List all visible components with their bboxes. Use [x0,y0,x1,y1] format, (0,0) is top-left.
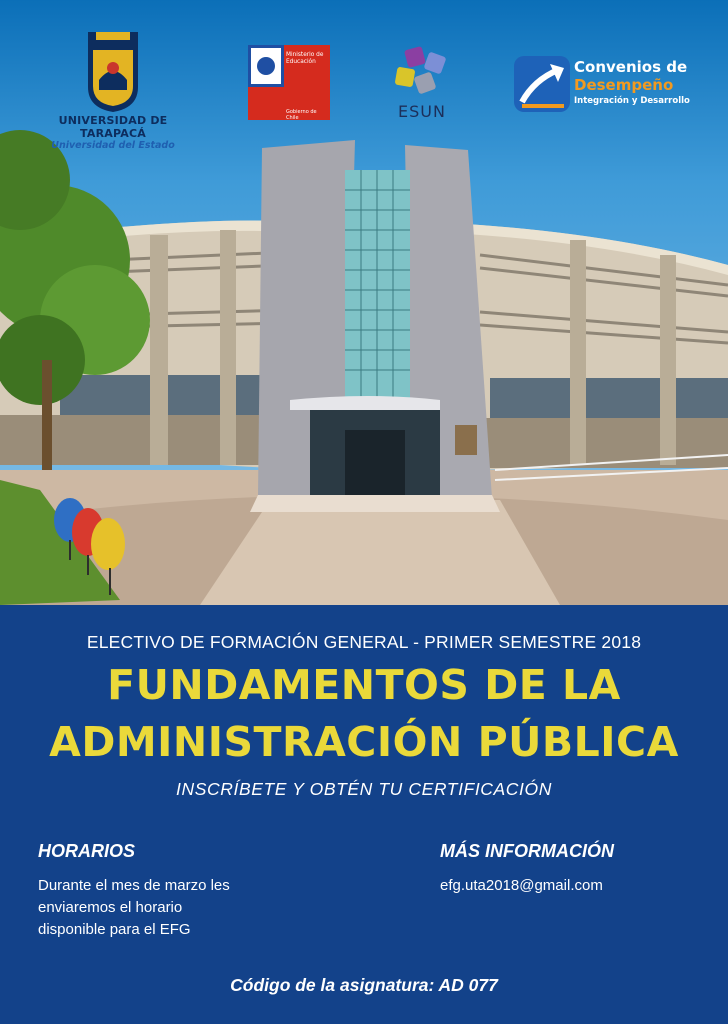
horarios-line: disponible para el EFG [38,921,191,938]
uta-crest-icon [84,32,142,112]
more-info-heading: MÁS INFORMACIÓN [440,841,614,861]
uta-name: UNIVERSIDAD DE TARAPACÁ [58,114,168,140]
esun-name: ESUN [398,102,446,121]
convenios-title-1: Convenios de [574,58,688,76]
mineduc-line1: Ministerio de [286,52,324,58]
mineduc-logo [248,45,330,120]
contact-email[interactable]: efg.uta2018@gmail.com [440,877,603,894]
mineduc-title [286,52,323,66]
growth-arrow-icon [514,56,570,112]
horarios-text [38,875,298,941]
horarios-heading: HORARIOS [38,841,136,861]
puzzle-icon [386,44,458,102]
mineduc-footer: Gobierno de Chile [286,109,317,121]
course-title-line-1: FUNDAMENTOS DE LA [107,661,621,709]
convenios-desempeno-logo [514,56,714,116]
info-panel [0,605,728,1024]
horarios-line: enviaremos el horario [38,899,183,916]
course-code: Código de la asignatura: AD 077 [230,975,498,995]
convenios-title-2: Desempeño [574,76,674,94]
course-title-line-2: ADMINISTRACIÓN PÚBLICA [49,718,679,766]
esun-logo [386,44,458,124]
mineduc-line2: Educación [286,59,316,65]
universidad-tarapaca-logo [28,32,198,151]
uta-subtitle: Universidad del Estado [51,140,175,151]
enroll-tagline: INSCRÍBETE Y OBTÉN TU CERTIFICACIÓN [176,779,552,799]
convenios-tagline: Integración y Desarrollo [574,96,690,106]
horarios-line: Durante el mes de marzo les [38,877,230,894]
program-subtitle: ELECTIVO DE FORMACIÓN GENERAL - PRIMER SEMESTRE 2018 [86,632,642,652]
